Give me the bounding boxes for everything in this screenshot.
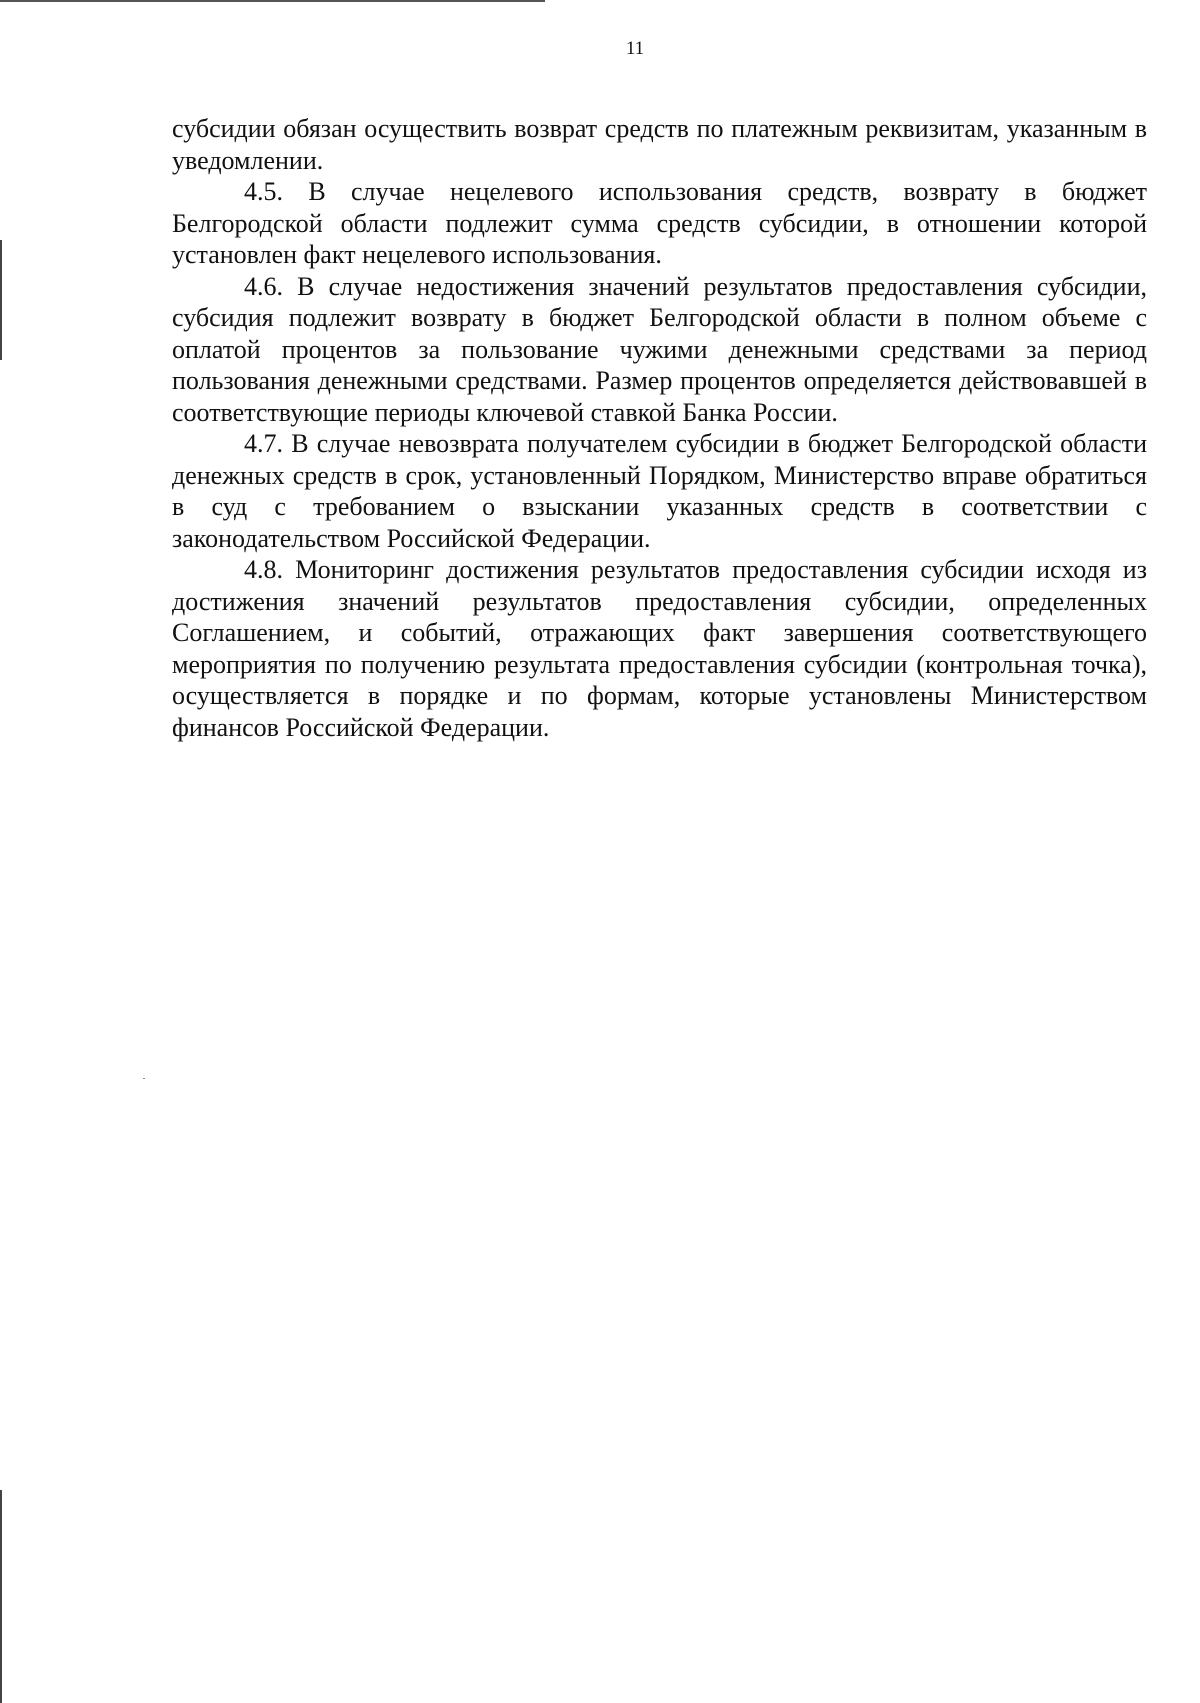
paragraph-4-5: 4.5. В случае нецелевого использования средств, возврату в бюджет Белгородской области подлежит сумма средств субсидии, в отношении которой установлен факт нецелевого использования. (172, 177, 1147, 269)
scan-artifact (143, 1078, 145, 1079)
paragraph-continuation: субсидии обязан осуществить возврат средств по платежным реквизитам, указанным в уведомлении. (172, 114, 1147, 175)
document-body (172, 113, 1147, 743)
paragraph-4-6: 4.6. В случае недостижения значений результатов предоставления субсидии, субсидия подлежит возврату в бюджет Белгородской области в полном объеме с оплатой процентов за пользование чужими денежными средствами за период пользования денежными средствами. Размер процентов определяется действовавшей в соответствующие периоды ключевой ставкой Банка России. (172, 271, 1147, 427)
page-number: 11 (625, 38, 645, 59)
scan-edge-left (0, 240, 2, 360)
scan-edge-top (0, 0, 545, 2)
paragraph-4-7: 4.7. В случае невозврата получателем субсидии в бюджет Белгородской области денежных средств в срок, установленный Порядком, Министерство вправе обратиться в суд с требованием о взыскании указанных средств в соответствии с законодательством Российской Федерации. (172, 429, 1147, 553)
paragraph-4-8: 4.8. Мониторинг достижения результатов предоставления субсидии исходя из достижения значений результатов предоставления субсидии, определенных Соглашением, и событий, отражающих факт завершения соответствующего мероприятия по получению результата предоставления субсидии (контрольная точка), осуществляется в порядке и по формам, которые установлены Министерством финансов Российской Федерации. (172, 555, 1147, 742)
scan-edge-left (0, 1490, 2, 1703)
